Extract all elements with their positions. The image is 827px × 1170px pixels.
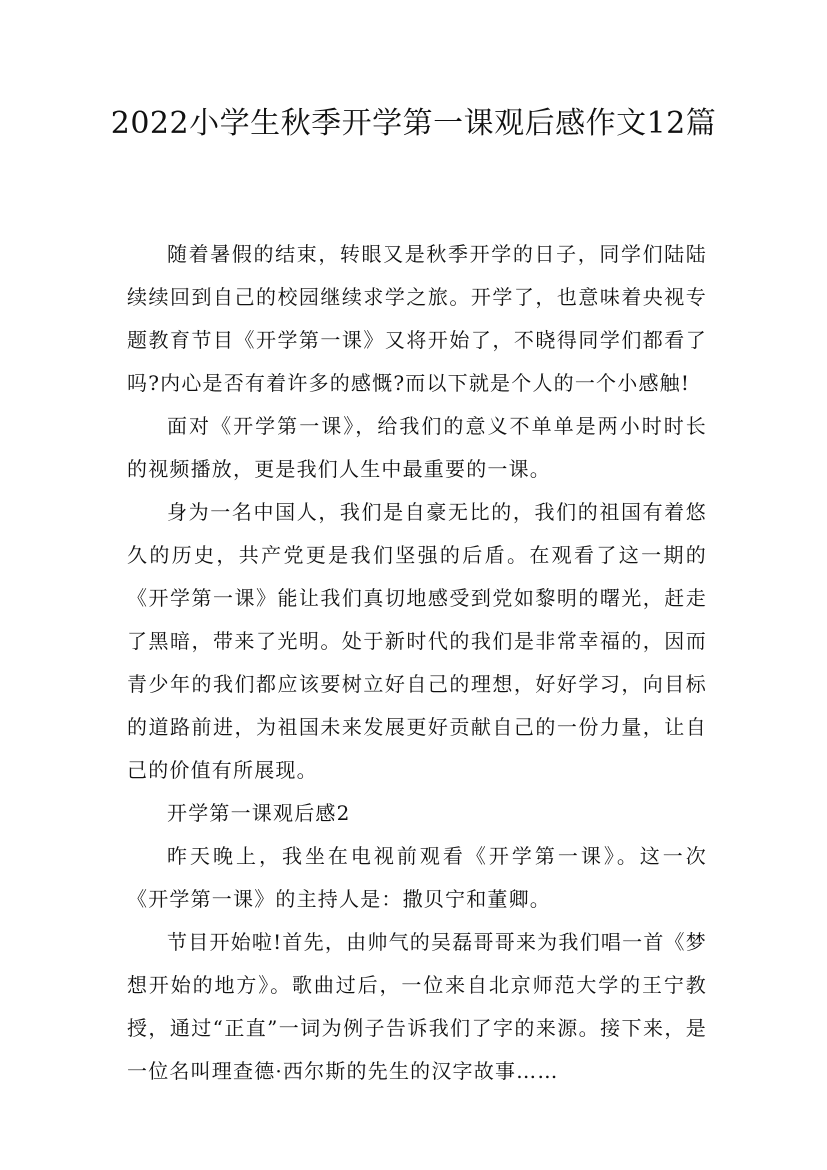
paragraph-intro: 随着暑假的结束，转眼又是秋季开学的日子，同学们陆陆续续回到自己的校园继续求学之旅。开学了，也意味着央视专题教育节目《开学第一课》又将开始了，不晓得同学们都看了吗?内心是否有着许多的感慨?而以下就是个人的一个小感触! (127, 242, 707, 395)
paragraph-watching: 昨天晚上，我坐在电视前观看《开学第一课》。这一次《开学第一课》的主持人是：撒贝宁和董卿。 (127, 844, 707, 911)
paragraph-program-start: 节目开始啦!首先，由帅气的吴磊哥哥来为我们唱一首《梦想开始的地方》。歌曲过后，一位来自北京师范大学的王宁教授，通过“正直”一词为例子告诉我们了字的来源。接下来，是一位名叫理查德·西尔斯的先生的汉字故事…… (127, 930, 707, 1083)
document-title: 2022小学生秋季开学第一课观后感作文12篇 (110, 106, 717, 141)
section-heading-2: 开学第一课观后感2 (167, 801, 351, 825)
paragraph-meaning: 面对《开学第一课》，给我们的意义不单单是两小时时长的视频播放，更是我们人生中最重要的一课。 (127, 414, 707, 481)
paragraph-pride: 身为一名中国人，我们是自豪无比的，我们的祖国有着悠久的历史，共产党更是我们坚强的后盾。在观看了这一期的《开学第一课》能让我们真切地感受到党如黎明的曙光，赶走了黑暗，带来了光明。处于新时代的我们是非常幸福的，因而青少年的我们都应该要树立好自己的理想，好好学习，向目标的道路前进，为祖国未来发展更好贡献自己的一份力量，让自己的价值有所展现。 (127, 500, 707, 782)
document-body (127, 233, 707, 1093)
